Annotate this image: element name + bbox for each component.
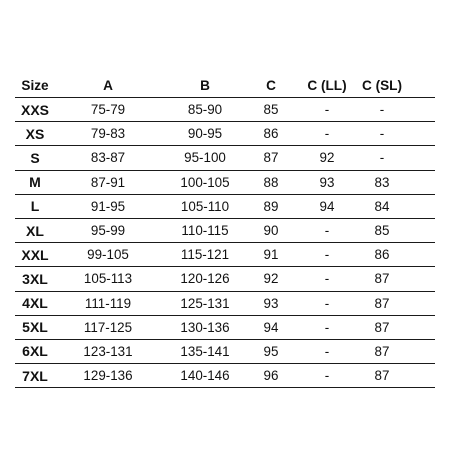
cell-c-ll: - bbox=[324, 271, 330, 287]
cell-c-sl: 83 bbox=[374, 174, 390, 190]
header-c-sl: C (SL) bbox=[361, 77, 403, 93]
cell-c: 86 bbox=[263, 126, 279, 142]
table-body bbox=[15, 98, 435, 388]
cell-c-sl: 87 bbox=[374, 319, 390, 335]
cell-size: XXL bbox=[21, 246, 49, 263]
cell-size: XXS bbox=[20, 101, 49, 118]
cell-c-sl: 84 bbox=[374, 198, 390, 214]
cell-b: 85-90 bbox=[187, 102, 223, 118]
cell-c-ll: 92 bbox=[319, 150, 335, 166]
cell-c-ll: - bbox=[324, 343, 330, 359]
cell-a: 79-83 bbox=[90, 126, 126, 142]
cell-b: 115-121 bbox=[180, 247, 230, 263]
cell-c: 95 bbox=[263, 343, 279, 359]
cell-b: 100-105 bbox=[180, 174, 230, 190]
cell-b: 120-126 bbox=[180, 271, 230, 287]
cell-b: 90-95 bbox=[187, 126, 223, 142]
table-row bbox=[15, 98, 435, 122]
cell-size: M bbox=[29, 174, 41, 191]
cell-c-sl: 87 bbox=[374, 343, 390, 359]
cell-c: 90 bbox=[263, 223, 279, 239]
cell-c: 88 bbox=[263, 174, 279, 190]
table-row bbox=[15, 292, 435, 316]
cell-a: 95-99 bbox=[90, 223, 126, 239]
cell-c-sl: 85 bbox=[374, 223, 390, 239]
cell-c: 93 bbox=[263, 295, 279, 311]
table-row bbox=[15, 146, 435, 170]
cell-c: 94 bbox=[263, 319, 279, 335]
cell-size: 3XL bbox=[22, 270, 48, 287]
cell-size: 5XL bbox=[22, 319, 48, 336]
cell-c-ll: - bbox=[324, 295, 330, 311]
cell-c-sl: - bbox=[379, 150, 385, 166]
cell-c-sl: - bbox=[379, 126, 385, 142]
cell-c-ll: 93 bbox=[319, 174, 335, 190]
cell-size: L bbox=[30, 198, 40, 215]
cell-c: 92 bbox=[263, 271, 279, 287]
header-c-ll: C (LL) bbox=[307, 77, 347, 93]
cell-a: 75-79 bbox=[90, 102, 126, 118]
cell-a: 99-105 bbox=[87, 247, 129, 263]
header-c: C bbox=[266, 77, 276, 93]
cell-c-sl: 87 bbox=[374, 295, 390, 311]
table-row bbox=[15, 195, 435, 219]
cell-c: 96 bbox=[263, 368, 279, 384]
cell-c-sl: 86 bbox=[374, 247, 390, 263]
cell-a: 83-87 bbox=[90, 150, 126, 166]
cell-a: 91-95 bbox=[90, 198, 126, 214]
table-row bbox=[15, 171, 435, 195]
cell-a: 87-91 bbox=[90, 174, 126, 190]
cell-a: 123-131 bbox=[83, 343, 133, 359]
cell-b: 140-146 bbox=[180, 368, 230, 384]
table-row bbox=[15, 267, 435, 291]
cell-c: 87 bbox=[263, 150, 279, 166]
cell-c: 91 bbox=[263, 247, 279, 263]
cell-c-sl: 87 bbox=[374, 271, 390, 287]
cell-b: 135-141 bbox=[180, 343, 230, 359]
cell-c: 89 bbox=[263, 198, 279, 214]
table-row bbox=[15, 340, 435, 364]
cell-c-ll: 94 bbox=[319, 198, 335, 214]
cell-b: 125-131 bbox=[180, 295, 230, 311]
cell-c-ll: - bbox=[324, 126, 330, 142]
table-row bbox=[15, 122, 435, 146]
cell-c-ll: - bbox=[324, 102, 330, 118]
cell-b: 95-100 bbox=[184, 150, 226, 166]
cell-a: 105-113 bbox=[83, 271, 133, 287]
header-b: B bbox=[200, 77, 210, 93]
table-row bbox=[15, 316, 435, 340]
cell-size: S bbox=[30, 149, 40, 166]
cell-c-ll: - bbox=[324, 223, 330, 239]
cell-a: 111-119 bbox=[84, 295, 132, 311]
cell-size: XL bbox=[26, 222, 44, 239]
cell-c-sl: 87 bbox=[374, 368, 390, 384]
cell-c-ll: - bbox=[324, 247, 330, 263]
cell-c: 85 bbox=[263, 102, 279, 118]
cell-c-sl: - bbox=[379, 102, 385, 118]
header-size: Size bbox=[21, 77, 49, 93]
cell-c-ll: - bbox=[324, 319, 330, 335]
cell-b: 110-115 bbox=[181, 223, 229, 239]
cell-c-ll: - bbox=[324, 368, 330, 384]
cell-b: 105-110 bbox=[180, 198, 230, 214]
cell-size: XS bbox=[25, 125, 45, 142]
cell-size: 4XL bbox=[22, 295, 48, 312]
table-header-row bbox=[15, 73, 435, 98]
header-a: A bbox=[103, 77, 113, 93]
cell-size: 7XL bbox=[22, 367, 48, 384]
table-row bbox=[15, 219, 435, 243]
cell-a: 129-136 bbox=[83, 368, 133, 384]
size-table bbox=[15, 73, 435, 388]
cell-a: 117-125 bbox=[83, 319, 133, 335]
table-row bbox=[15, 243, 435, 267]
cell-size: 6XL bbox=[22, 343, 48, 360]
cell-b: 130-136 bbox=[180, 319, 230, 335]
table-row bbox=[15, 364, 435, 388]
